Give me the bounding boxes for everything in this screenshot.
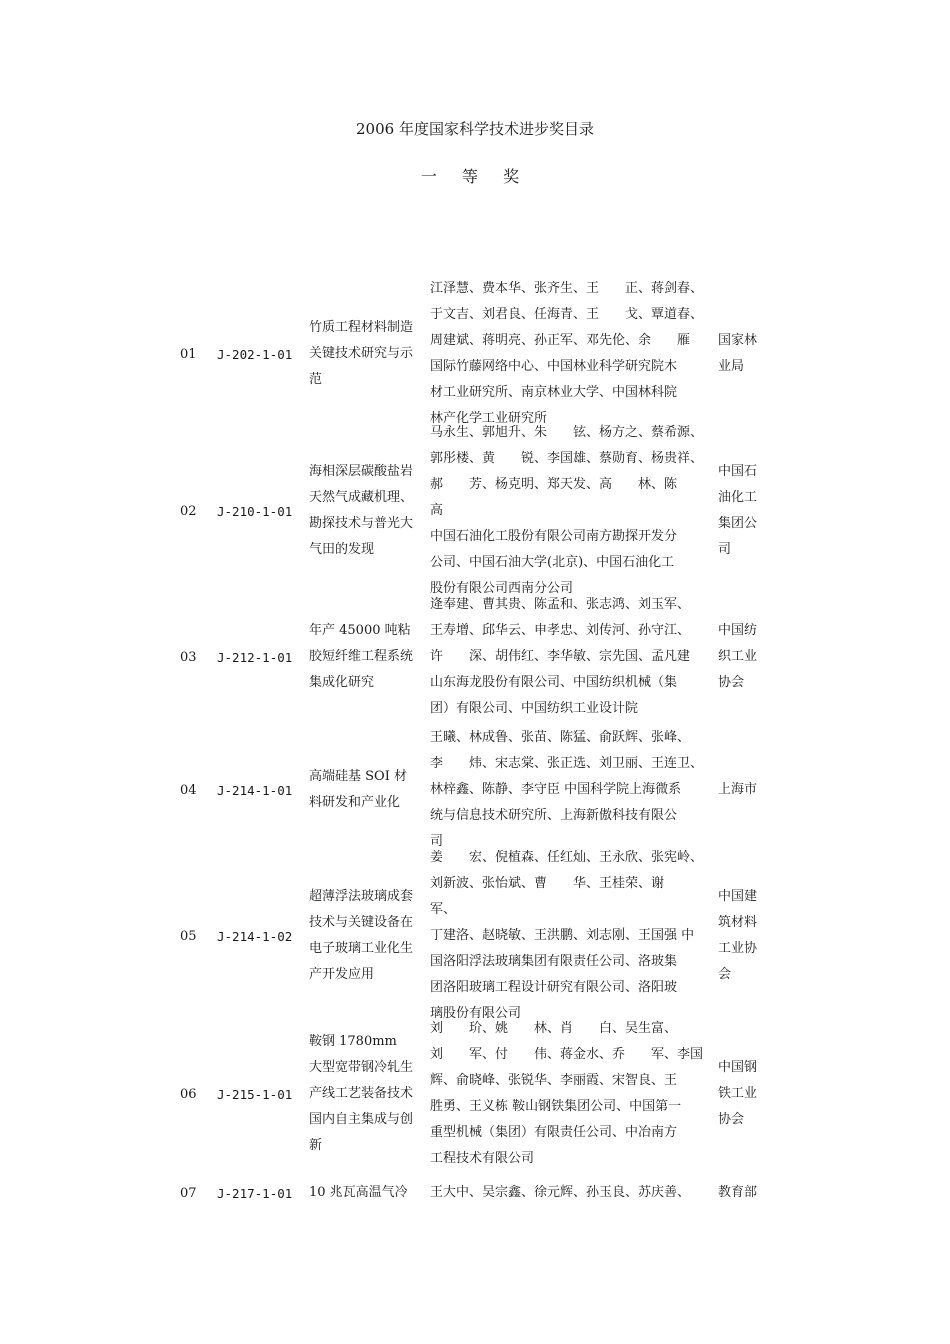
table-row <box>0 850 950 1021</box>
entry-code: J-214-1-01 <box>217 782 293 798</box>
participants-line: 丁建洛、赵晓敏、王洪鹏、刘志刚、王国强 中 <box>430 928 695 943</box>
participants-line: 许 深、胡伟红、李华敏、宗先国、孟凡建 <box>430 649 691 664</box>
participants-line: 姜 宏、倪植森、任红灿、王永欣、张宪岭、 <box>430 850 704 865</box>
entry-number: 01 <box>180 346 197 362</box>
participants-line: 璃股份有限公司 <box>430 1006 522 1021</box>
participants-line: 统与信息技术研究所、上海新傲科技有限公 <box>430 808 678 823</box>
participants <box>430 724 712 856</box>
participants-line: 郭彤楼、黄 锐、李国雄、蔡勋育、杨贵祥、 <box>430 451 704 466</box>
participants-line: 王曦、林成鲁、张苗、陈猛、俞跃辉、张峰、 <box>430 730 691 745</box>
project-name: 海相深层碳酸盐岩天然气成藏机理、勘探技术与普光大气田的发现 <box>309 464 414 557</box>
participants <box>430 1016 712 1172</box>
participants-line: 郝 芳、杨克明、郑天发、高 林、陈 高 <box>430 477 704 518</box>
entry-code: J-215-1-01 <box>217 1086 293 1102</box>
project-name: 超薄浮法玻璃成套技术与关键设备在电子玻璃工业化生产开发应用 <box>309 889 414 982</box>
table-row <box>0 724 950 856</box>
participants-line: 国际竹藤网络中心、中国林业科学研究院木 <box>430 359 678 374</box>
participants-line: 辉、俞晓峰、张锐华、李丽霞、宋智良、王 <box>430 1073 678 1088</box>
recommending-unit: 上海市 <box>718 782 758 797</box>
project-name: 10 兆瓦高温气冷 <box>309 1185 408 1200</box>
participants-line: 材工业研究所、南京林业大学、中国林科院 <box>430 385 678 400</box>
participants-line: 逄奉建、曹其贵、陈孟和、张志鸿、刘玉军、 <box>430 597 691 612</box>
participants-line: 刘新波、张怡斌、曹 华、王桂荣、谢 军、 <box>430 876 691 917</box>
participants-line: 国洛阳浮法玻璃集团有限责任公司、洛玻集 <box>430 954 678 969</box>
entry-number: 02 <box>180 503 197 519</box>
participants <box>430 425 712 596</box>
participants-line: 江泽慧、费本华、张齐生、王 正、蒋剑春、 <box>430 281 704 296</box>
entry-code: J-202-1-01 <box>217 346 293 362</box>
participants <box>430 1180 712 1206</box>
participants-line: 王大中、吴宗鑫、徐元辉、孙玉良、苏庆善、 <box>430 1185 691 1200</box>
recommending-unit: 中国纺织工业协会 <box>718 623 758 690</box>
participants <box>430 591 712 723</box>
entry-code: J-214-1-02 <box>217 928 293 944</box>
participants-line: 团）有限公司、中国纺织工业设计院 <box>430 701 639 716</box>
participants-line: 林产化学工业研究所 <box>430 411 548 426</box>
participants-line: 刘 玠、姚 林、肖 白、吴生富、 <box>430 1021 678 1036</box>
participants-line: 团洛阳玻璃工程设计研究有限公司、洛阳玻 <box>430 980 678 995</box>
participants-line: 周建斌、蒋明亮、孙正军、邓先伦、余 雁 <box>430 333 691 348</box>
recommending-unit: 教育部 <box>718 1185 758 1200</box>
project-name: 高端硅基 SOI 材料研发和产业化 <box>309 769 407 810</box>
table-row <box>0 1016 950 1172</box>
participants-line: 司 <box>430 834 444 849</box>
participants-line: 马永生、郭旭升、朱 铉、杨方之、蔡希源、 <box>430 425 704 440</box>
entry-code: J-210-1-01 <box>217 503 293 519</box>
entry-number: 05 <box>180 928 197 944</box>
entry-number: 06 <box>180 1086 197 1102</box>
table-row <box>0 1180 950 1206</box>
participants-line: 工程技术有限公司 <box>430 1151 535 1166</box>
table-row <box>0 591 950 723</box>
project-name: 年产 45000 吨粘胶短纤维工程系统集成化研究 <box>309 623 414 690</box>
participants-line: 胜勇、王义栋 鞍山钢铁集团公司、中国第一 <box>430 1099 682 1114</box>
recommending-unit: 中国钢铁工业协会 <box>718 1060 758 1127</box>
participants-line: 刘 军、付 伟、蒋金水、乔 军、李国 <box>430 1047 704 1062</box>
recommending-unit: 中国石油化工集团公司 <box>718 464 758 557</box>
table-row <box>0 425 950 596</box>
project-name: 竹质工程材料制造关键技术研究与示范 <box>309 320 414 387</box>
participants-line: 林梓鑫、陈静、李守臣 中国科学院上海微系 <box>430 782 682 797</box>
participants <box>430 276 712 432</box>
participants-line: 王寿增、邱华云、申孝忠、刘传河、孙守江、 <box>430 623 691 638</box>
recommending-unit: 国家林业局 <box>718 333 758 374</box>
entry-code: J-212-1-01 <box>217 649 293 665</box>
participants-line: 重型机械（集团）有限责任公司、中冶南方 <box>430 1125 678 1140</box>
entry-number: 07 <box>180 1185 197 1201</box>
participants-line: 于文吉、刘君良、任海青、王 戈、覃道春、 <box>430 307 704 322</box>
entry-number: 03 <box>180 649 197 665</box>
table-row <box>0 276 950 432</box>
participants <box>430 850 712 1021</box>
project-name: 鞍钢 1780mm 大型宽带钢冷轧生产线工艺装备技术国内自主集成与创新 <box>309 1034 414 1153</box>
document-title: 2006 年度国家科学技术进步奖目录 <box>356 120 594 138</box>
participants-line: 山东海龙股份有限公司、中国纺织机械（集 <box>430 675 678 690</box>
participants-line: 公司、中国石油大学(北京)、中国石油化工 <box>430 555 675 570</box>
entry-number: 04 <box>180 782 197 798</box>
award-grade-heading: 一 等 奖 <box>420 167 530 186</box>
participants-line: 股份有限公司西南分公司 <box>430 581 574 596</box>
recommending-unit: 中国建筑材料工业协会 <box>718 889 758 982</box>
entry-code: J-217-1-01 <box>217 1185 293 1201</box>
participants-line: 李 炜、宋志棠、张正选、刘卫丽、王连卫、 <box>430 756 704 771</box>
participants-line: 中国石油化工股份有限公司南方勘探开发分 <box>430 529 678 544</box>
